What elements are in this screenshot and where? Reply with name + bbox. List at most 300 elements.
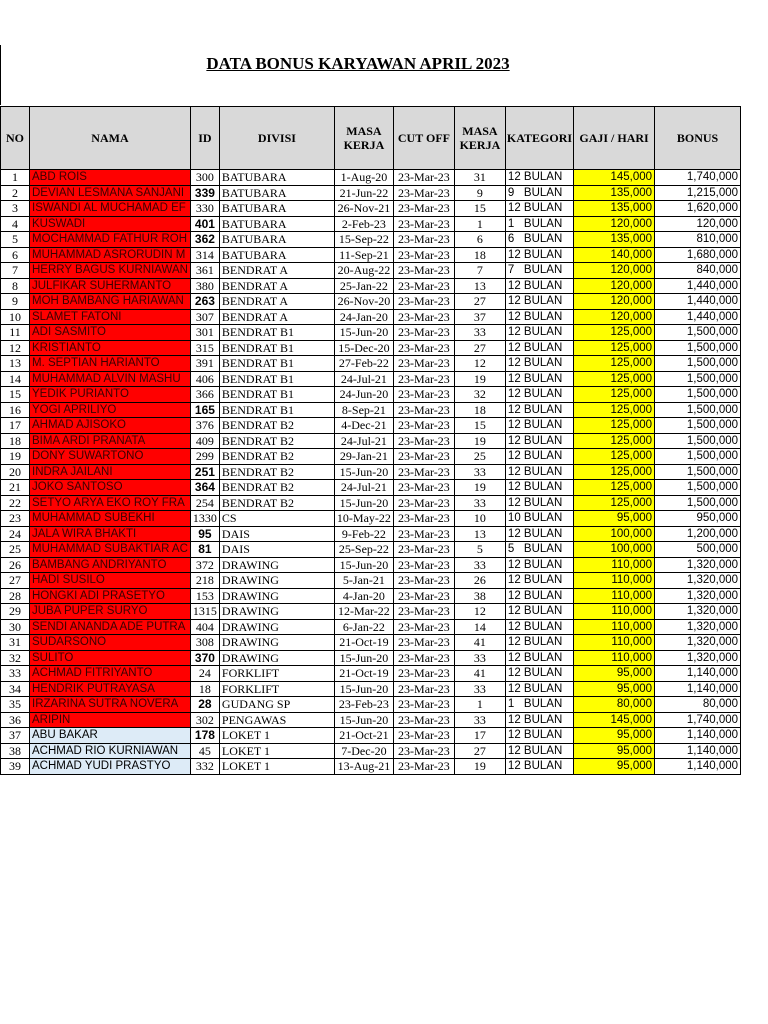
header-divisi[interactable]: DIVISI (219, 107, 334, 170)
cell-nama[interactable]: MUHAMMAD SUBEKHI (30, 511, 191, 527)
cell-gaji-hari[interactable]: 120,000 (574, 278, 655, 294)
header-no[interactable]: NO (1, 107, 30, 170)
cell-divisi[interactable]: BENDRAT A (219, 263, 334, 279)
cell-masa-kerja[interactable]: 4-Dec-21 (334, 418, 393, 434)
cell-kategori[interactable] (505, 232, 573, 248)
cell-masa-kerja-months[interactable]: 13 (454, 278, 505, 294)
cell-masa-kerja-months[interactable]: 14 (454, 619, 505, 635)
cell-bonus[interactable]: 1,500,000 (655, 418, 741, 434)
cell-bonus[interactable]: 1,320,000 (655, 635, 741, 651)
cell-masa-kerja-months[interactable]: 41 (454, 666, 505, 682)
cell-gaji-hari[interactable]: 125,000 (574, 433, 655, 449)
cell-kategori[interactable] (505, 495, 573, 511)
cell-divisi[interactable]: BENDRAT B2 (219, 418, 334, 434)
cell-masa-kerja-months[interactable]: 12 (454, 356, 505, 372)
cell-cut-off[interactable]: 23-Mar-23 (393, 247, 454, 263)
cell-gaji-hari[interactable]: 135,000 (574, 232, 655, 248)
cell-gaji-hari[interactable]: 95,000 (574, 511, 655, 527)
cell-bonus[interactable]: 1,500,000 (655, 402, 741, 418)
cell-kategori[interactable] (505, 449, 573, 465)
cell-gaji-hari[interactable]: 145,000 (574, 712, 655, 728)
cell-id[interactable]: 362 (190, 232, 219, 248)
cell-no[interactable]: 34 (1, 681, 30, 697)
cell-cut-off[interactable]: 23-Mar-23 (393, 216, 454, 232)
cell-kategori[interactable] (505, 278, 573, 294)
cell-masa-kerja[interactable]: 26-Nov-21 (334, 201, 393, 217)
cell-no[interactable]: 12 (1, 340, 30, 356)
cell-bonus[interactable]: 1,500,000 (655, 387, 741, 403)
cell-gaji-hari[interactable]: 125,000 (574, 402, 655, 418)
cell-masa-kerja-months[interactable]: 27 (454, 340, 505, 356)
cell-masa-kerja-months[interactable]: 6 (454, 232, 505, 248)
cell-no[interactable]: 27 (1, 573, 30, 589)
cell-kategori[interactable] (505, 418, 573, 434)
cell-kategori[interactable] (505, 511, 573, 527)
cell-divisi[interactable]: BENDRAT B1 (219, 356, 334, 372)
cell-masa-kerja[interactable]: 15-Jun-20 (334, 681, 393, 697)
cell-masa-kerja-months[interactable]: 19 (454, 480, 505, 496)
cell-masa-kerja[interactable]: 15-Jun-20 (334, 650, 393, 666)
cell-divisi[interactable]: BATUBARA (219, 216, 334, 232)
cell-cut-off[interactable]: 23-Mar-23 (393, 402, 454, 418)
cell-masa-kerja[interactable]: 21-Oct-21 (334, 728, 393, 744)
cell-masa-kerja[interactable]: 24-Jul-21 (334, 371, 393, 387)
cell-id[interactable]: 314 (190, 247, 219, 263)
cell-bonus[interactable]: 1,500,000 (655, 325, 741, 341)
cell-id[interactable]: 401 (190, 216, 219, 232)
cell-nama[interactable]: MUHAMMAD ASRORUDIN M (30, 247, 191, 263)
cell-nama[interactable]: ADI SASMITO (30, 325, 191, 341)
cell-id[interactable]: 153 (190, 588, 219, 604)
cell-cut-off[interactable]: 23-Mar-23 (393, 387, 454, 403)
cell-nama[interactable]: ACHMAD FITRIYANTO (30, 666, 191, 682)
cell-gaji-hari[interactable]: 100,000 (574, 526, 655, 542)
cell-masa-kerja[interactable]: 24-Jun-20 (334, 387, 393, 403)
cell-gaji-hari[interactable]: 145,000 (574, 170, 655, 186)
cell-nama[interactable]: BIMA ARDI PRANATA (30, 433, 191, 449)
cell-masa-kerja[interactable]: 15-Jun-20 (334, 325, 393, 341)
cell-id[interactable]: 165 (190, 402, 219, 418)
cell-gaji-hari[interactable]: 95,000 (574, 666, 655, 682)
cell-id[interactable]: 301 (190, 325, 219, 341)
cell-masa-kerja[interactable]: 21-Oct-19 (334, 635, 393, 651)
cell-kategori[interactable] (505, 170, 573, 186)
cell-nama[interactable]: ARIPIN (30, 712, 191, 728)
cell-gaji-hari[interactable]: 95,000 (574, 728, 655, 744)
cell-bonus[interactable]: 1,620,000 (655, 201, 741, 217)
cell-no[interactable]: 3 (1, 201, 30, 217)
cell-nama[interactable]: SUDARSONO (30, 635, 191, 651)
cell-kategori[interactable] (505, 588, 573, 604)
cell-id[interactable]: 299 (190, 449, 219, 465)
cell-cut-off[interactable]: 23-Mar-23 (393, 433, 454, 449)
cell-id[interactable]: 339 (190, 185, 219, 201)
cell-cut-off[interactable]: 23-Mar-23 (393, 743, 454, 759)
cell-bonus[interactable]: 1,500,000 (655, 495, 741, 511)
cell-cut-off[interactable]: 23-Mar-23 (393, 759, 454, 775)
cell-masa-kerja[interactable]: 20-Aug-22 (334, 263, 393, 279)
cell-id[interactable]: 372 (190, 557, 219, 573)
cell-bonus[interactable]: 1,500,000 (655, 340, 741, 356)
cell-bonus[interactable]: 1,440,000 (655, 294, 741, 310)
cell-masa-kerja-months[interactable]: 33 (454, 464, 505, 480)
cell-divisi[interactable]: DRAWING (219, 588, 334, 604)
cell-gaji-hari[interactable]: 125,000 (574, 449, 655, 465)
cell-bonus[interactable]: 950,000 (655, 511, 741, 527)
cell-kategori[interactable] (505, 294, 573, 310)
cell-nama[interactable]: YEDIK PURIANTO (30, 387, 191, 403)
cell-divisi[interactable]: BENDRAT B1 (219, 402, 334, 418)
cell-masa-kerja[interactable]: 25-Jan-22 (334, 278, 393, 294)
cell-kategori[interactable] (505, 464, 573, 480)
cell-kategori[interactable] (505, 759, 573, 775)
cell-masa-kerja[interactable]: 10-May-22 (334, 511, 393, 527)
cell-divisi[interactable]: BENDRAT B1 (219, 371, 334, 387)
cell-kategori[interactable] (505, 635, 573, 651)
cell-nama[interactable]: MOCHAMMAD FATHUR ROH (30, 232, 191, 248)
cell-gaji-hari[interactable]: 95,000 (574, 681, 655, 697)
cell-id[interactable]: 1315 (190, 604, 219, 620)
cell-masa-kerja[interactable]: 26-Nov-20 (334, 294, 393, 310)
cell-masa-kerja[interactable]: 15-Dec-20 (334, 340, 393, 356)
cell-nama[interactable]: SLAMET FATONI (30, 309, 191, 325)
cell-cut-off[interactable]: 23-Mar-23 (393, 573, 454, 589)
cell-divisi[interactable]: BENDRAT B1 (219, 387, 334, 403)
cell-divisi[interactable]: BENDRAT B1 (219, 340, 334, 356)
cell-kategori[interactable] (505, 340, 573, 356)
cell-masa-kerja-months[interactable]: 18 (454, 402, 505, 418)
cell-masa-kerja-months[interactable]: 33 (454, 325, 505, 341)
cell-nama[interactable]: YOGI APRILIYO (30, 402, 191, 418)
header-nama[interactable]: NAMA (30, 107, 191, 170)
cell-no[interactable]: 20 (1, 464, 30, 480)
cell-bonus[interactable]: 840,000 (655, 263, 741, 279)
cell-gaji-hari[interactable]: 125,000 (574, 340, 655, 356)
cell-bonus[interactable]: 1,320,000 (655, 557, 741, 573)
cell-masa-kerja-months[interactable]: 15 (454, 201, 505, 217)
cell-divisi[interactable]: GUDANG SP (219, 697, 334, 713)
cell-divisi[interactable]: BENDRAT A (219, 278, 334, 294)
cell-cut-off[interactable]: 23-Mar-23 (393, 371, 454, 387)
cell-nama[interactable]: SETYO ARYA EKO ROY FRA (30, 495, 191, 511)
cell-no[interactable]: 8 (1, 278, 30, 294)
cell-divisi[interactable]: BENDRAT B1 (219, 325, 334, 341)
cell-id[interactable]: 28 (190, 697, 219, 713)
header-id[interactable]: ID (190, 107, 219, 170)
cell-cut-off[interactable]: 23-Mar-23 (393, 650, 454, 666)
cell-nama[interactable]: HERRY BAGUS KURNIAWAN (30, 263, 191, 279)
cell-divisi[interactable]: BATUBARA (219, 201, 334, 217)
cell-gaji-hari[interactable]: 95,000 (574, 759, 655, 775)
cell-cut-off[interactable]: 23-Mar-23 (393, 325, 454, 341)
cell-divisi[interactable]: BENDRAT B2 (219, 480, 334, 496)
cell-bonus[interactable]: 1,320,000 (655, 588, 741, 604)
cell-gaji-hari[interactable]: 125,000 (574, 480, 655, 496)
cell-nama[interactable]: ACHMAD RIO KURNIAWAN (30, 743, 191, 759)
cell-gaji-hari[interactable]: 140,000 (574, 247, 655, 263)
cell-cut-off[interactable]: 23-Mar-23 (393, 232, 454, 248)
cell-no[interactable]: 22 (1, 495, 30, 511)
cell-no[interactable]: 39 (1, 759, 30, 775)
cell-no[interactable]: 37 (1, 728, 30, 744)
cell-cut-off[interactable]: 23-Mar-23 (393, 526, 454, 542)
cell-masa-kerja-months[interactable]: 9 (454, 185, 505, 201)
cell-no[interactable]: 11 (1, 325, 30, 341)
cell-bonus[interactable]: 1,140,000 (655, 743, 741, 759)
cell-no[interactable]: 23 (1, 511, 30, 527)
cell-id[interactable]: 302 (190, 712, 219, 728)
cell-id[interactable]: 308 (190, 635, 219, 651)
cell-bonus[interactable]: 1,740,000 (655, 712, 741, 728)
cell-masa-kerja-months[interactable]: 31 (454, 170, 505, 186)
cell-nama[interactable]: AHMAD AJISOKO (30, 418, 191, 434)
cell-kategori[interactable] (505, 650, 573, 666)
cell-bonus[interactable]: 1,500,000 (655, 371, 741, 387)
cell-cut-off[interactable]: 23-Mar-23 (393, 557, 454, 573)
cell-bonus[interactable]: 1,320,000 (655, 650, 741, 666)
cell-nama[interactable]: ABU BAKAR (30, 728, 191, 744)
cell-nama[interactable]: ABD ROIS (30, 170, 191, 186)
cell-nama[interactable]: JOKO SANTOSO (30, 480, 191, 496)
cell-masa-kerja-months[interactable]: 26 (454, 573, 505, 589)
cell-no[interactable]: 5 (1, 232, 30, 248)
cell-no[interactable]: 32 (1, 650, 30, 666)
cell-masa-kerja-months[interactable]: 1 (454, 216, 505, 232)
header-cut-off[interactable]: CUT OFF (393, 107, 454, 170)
cell-cut-off[interactable]: 23-Mar-23 (393, 681, 454, 697)
cell-divisi[interactable]: DAIS (219, 542, 334, 558)
cell-gaji-hari[interactable]: 80,000 (574, 697, 655, 713)
cell-id[interactable]: 263 (190, 294, 219, 310)
cell-kategori[interactable] (505, 201, 573, 217)
cell-divisi[interactable]: DRAWING (219, 604, 334, 620)
cell-cut-off[interactable]: 23-Mar-23 (393, 170, 454, 186)
cell-masa-kerja[interactable]: 8-Sep-21 (334, 402, 393, 418)
cell-divisi[interactable]: BATUBARA (219, 170, 334, 186)
cell-no[interactable]: 30 (1, 619, 30, 635)
cell-cut-off[interactable]: 23-Mar-23 (393, 309, 454, 325)
cell-masa-kerja-months[interactable]: 33 (454, 557, 505, 573)
cell-divisi[interactable]: LOKET 1 (219, 759, 334, 775)
cell-masa-kerja-months[interactable]: 12 (454, 604, 505, 620)
cell-masa-kerja-months[interactable]: 41 (454, 635, 505, 651)
cell-gaji-hari[interactable]: 135,000 (574, 185, 655, 201)
cell-no[interactable]: 29 (1, 604, 30, 620)
cell-divisi[interactable]: FORKLIFT (219, 666, 334, 682)
cell-cut-off[interactable]: 23-Mar-23 (393, 294, 454, 310)
cell-masa-kerja[interactable]: 5-Jan-21 (334, 573, 393, 589)
cell-nama[interactable]: ISWANDI AL MUCHAMAD EF (30, 201, 191, 217)
cell-no[interactable]: 1 (1, 170, 30, 186)
cell-masa-kerja[interactable]: 2-Feb-23 (334, 216, 393, 232)
cell-masa-kerja-months[interactable]: 13 (454, 526, 505, 542)
cell-cut-off[interactable]: 23-Mar-23 (393, 185, 454, 201)
cell-bonus[interactable]: 1,200,000 (655, 526, 741, 542)
cell-bonus[interactable]: 1,140,000 (655, 666, 741, 682)
cell-cut-off[interactable]: 23-Mar-23 (393, 464, 454, 480)
cell-masa-kerja-months[interactable]: 10 (454, 511, 505, 527)
cell-cut-off[interactable]: 23-Mar-23 (393, 449, 454, 465)
cell-masa-kerja-months[interactable]: 1 (454, 697, 505, 713)
cell-no[interactable]: 7 (1, 263, 30, 279)
cell-kategori[interactable] (505, 743, 573, 759)
cell-kategori[interactable] (505, 247, 573, 263)
cell-gaji-hari[interactable]: 110,000 (574, 557, 655, 573)
cell-id[interactable]: 24 (190, 666, 219, 682)
cell-bonus[interactable]: 1,740,000 (655, 170, 741, 186)
cell-nama[interactable]: BAMBANG ANDRIYANTO (30, 557, 191, 573)
cell-masa-kerja-months[interactable]: 19 (454, 433, 505, 449)
cell-gaji-hari[interactable]: 135,000 (574, 201, 655, 217)
cell-kategori[interactable] (505, 263, 573, 279)
cell-kategori[interactable] (505, 728, 573, 744)
cell-gaji-hari[interactable]: 125,000 (574, 356, 655, 372)
cell-masa-kerja[interactable]: 12-Mar-22 (334, 604, 393, 620)
cell-nama[interactable]: JALA WIRA BHAKTI (30, 526, 191, 542)
cell-masa-kerja[interactable]: 6-Jan-22 (334, 619, 393, 635)
cell-divisi[interactable]: DRAWING (219, 557, 334, 573)
cell-nama[interactable]: KRISTIANTO (30, 340, 191, 356)
cell-masa-kerja[interactable]: 4-Jan-20 (334, 588, 393, 604)
cell-masa-kerja-months[interactable]: 32 (454, 387, 505, 403)
cell-no[interactable]: 19 (1, 449, 30, 465)
cell-nama[interactable]: HONGKI ADI PRASETYO (30, 588, 191, 604)
cell-cut-off[interactable]: 23-Mar-23 (393, 418, 454, 434)
cell-kategori[interactable] (505, 712, 573, 728)
cell-masa-kerja[interactable]: 15-Sep-22 (334, 232, 393, 248)
header-masa-kerja-months[interactable]: MASA KERJA (454, 107, 505, 170)
cell-cut-off[interactable]: 23-Mar-23 (393, 604, 454, 620)
cell-divisi[interactable]: DRAWING (219, 573, 334, 589)
cell-bonus[interactable]: 1,215,000 (655, 185, 741, 201)
cell-nama[interactable]: SULITO (30, 650, 191, 666)
cell-gaji-hari[interactable]: 125,000 (574, 418, 655, 434)
cell-bonus[interactable]: 500,000 (655, 542, 741, 558)
cell-gaji-hari[interactable]: 110,000 (574, 573, 655, 589)
cell-masa-kerja[interactable]: 11-Sep-21 (334, 247, 393, 263)
cell-no[interactable]: 4 (1, 216, 30, 232)
cell-nama[interactable]: HENDRIK PUTRAYASA (30, 681, 191, 697)
cell-no[interactable]: 9 (1, 294, 30, 310)
cell-nama[interactable]: ACHMAD YUDI PRASTYO (30, 759, 191, 775)
cell-cut-off[interactable]: 23-Mar-23 (393, 495, 454, 511)
cell-bonus[interactable]: 1,500,000 (655, 356, 741, 372)
cell-bonus[interactable]: 810,000 (655, 232, 741, 248)
cell-masa-kerja[interactable]: 21-Jun-22 (334, 185, 393, 201)
cell-no[interactable]: 18 (1, 433, 30, 449)
cell-masa-kerja-months[interactable]: 33 (454, 495, 505, 511)
cell-masa-kerja-months[interactable]: 33 (454, 712, 505, 728)
cell-nama[interactable]: DEVIAN LESMANA SANJANI (30, 185, 191, 201)
cell-masa-kerja[interactable]: 29-Jan-21 (334, 449, 393, 465)
cell-cut-off[interactable]: 23-Mar-23 (393, 356, 454, 372)
cell-kategori[interactable] (505, 526, 573, 542)
cell-masa-kerja-months[interactable]: 19 (454, 371, 505, 387)
cell-id[interactable]: 300 (190, 170, 219, 186)
cell-nama[interactable]: IRZARINA SUTRA NOVERA (30, 697, 191, 713)
cell-kategori[interactable] (505, 325, 573, 341)
cell-cut-off[interactable]: 23-Mar-23 (393, 588, 454, 604)
cell-divisi[interactable]: BENDRAT B2 (219, 433, 334, 449)
cell-id[interactable]: 315 (190, 340, 219, 356)
cell-gaji-hari[interactable]: 125,000 (574, 371, 655, 387)
cell-id[interactable]: 364 (190, 480, 219, 496)
cell-no[interactable]: 10 (1, 309, 30, 325)
cell-nama[interactable]: MUHAMMAD ALVIN MASHU (30, 371, 191, 387)
cell-divisi[interactable]: FORKLIFT (219, 681, 334, 697)
cell-kategori[interactable] (505, 573, 573, 589)
cell-masa-kerja[interactable]: 15-Jun-20 (334, 464, 393, 480)
cell-cut-off[interactable]: 23-Mar-23 (393, 635, 454, 651)
cell-kategori[interactable] (505, 216, 573, 232)
cell-gaji-hari[interactable]: 100,000 (574, 542, 655, 558)
cell-id[interactable]: 404 (190, 619, 219, 635)
cell-gaji-hari[interactable]: 125,000 (574, 464, 655, 480)
cell-kategori[interactable] (505, 604, 573, 620)
cell-kategori[interactable] (505, 371, 573, 387)
cell-gaji-hari[interactable]: 95,000 (574, 743, 655, 759)
cell-masa-kerja[interactable]: 23-Feb-23 (334, 697, 393, 713)
cell-bonus[interactable]: 1,320,000 (655, 604, 741, 620)
cell-kategori[interactable] (505, 557, 573, 573)
cell-no[interactable]: 24 (1, 526, 30, 542)
header-gaji-hari[interactable]: GAJI / HARI (574, 107, 655, 170)
cell-nama[interactable]: SENDI ANANDA ADE PUTRA (30, 619, 191, 635)
cell-masa-kerja-months[interactable]: 7 (454, 263, 505, 279)
cell-divisi[interactable]: DAIS (219, 526, 334, 542)
cell-id[interactable]: 380 (190, 278, 219, 294)
cell-gaji-hari[interactable]: 110,000 (574, 604, 655, 620)
cell-cut-off[interactable]: 23-Mar-23 (393, 697, 454, 713)
cell-id[interactable]: 18 (190, 681, 219, 697)
cell-no[interactable]: 28 (1, 588, 30, 604)
cell-gaji-hari[interactable]: 110,000 (574, 588, 655, 604)
cell-bonus[interactable]: 1,500,000 (655, 449, 741, 465)
cell-no[interactable]: 16 (1, 402, 30, 418)
cell-no[interactable]: 38 (1, 743, 30, 759)
header-kategori[interactable]: KATEGORI (505, 107, 573, 170)
cell-id[interactable]: 254 (190, 495, 219, 511)
cell-no[interactable]: 6 (1, 247, 30, 263)
cell-nama[interactable]: JUBA PUPER SURYO (30, 604, 191, 620)
cell-id[interactable]: 45 (190, 743, 219, 759)
cell-cut-off[interactable]: 23-Mar-23 (393, 340, 454, 356)
cell-kategori[interactable] (505, 666, 573, 682)
cell-nama[interactable]: MOH BAMBANG HARIAWAN (30, 294, 191, 310)
cell-masa-kerja[interactable]: 25-Sep-22 (334, 542, 393, 558)
cell-masa-kerja-months[interactable]: 17 (454, 728, 505, 744)
cell-kategori[interactable] (505, 433, 573, 449)
cell-bonus[interactable]: 1,440,000 (655, 278, 741, 294)
cell-masa-kerja[interactable]: 7-Dec-20 (334, 743, 393, 759)
cell-kategori[interactable] (505, 185, 573, 201)
cell-divisi[interactable]: LOKET 1 (219, 728, 334, 744)
cell-id[interactable]: 332 (190, 759, 219, 775)
cell-kategori[interactable] (505, 480, 573, 496)
cell-nama[interactable]: INDRA JAILANI (30, 464, 191, 480)
cell-no[interactable]: 14 (1, 371, 30, 387)
header-bonus[interactable]: BONUS (655, 107, 741, 170)
cell-masa-kerja-months[interactable]: 27 (454, 743, 505, 759)
cell-divisi[interactable]: BENDRAT A (219, 309, 334, 325)
cell-divisi[interactable]: BENDRAT B2 (219, 464, 334, 480)
cell-masa-kerja-months[interactable]: 25 (454, 449, 505, 465)
cell-masa-kerja-months[interactable]: 18 (454, 247, 505, 263)
cell-cut-off[interactable]: 23-Mar-23 (393, 480, 454, 496)
cell-gaji-hari[interactable]: 125,000 (574, 495, 655, 511)
cell-nama[interactable]: JULFIKAR SUHERMANTO (30, 278, 191, 294)
cell-bonus[interactable]: 1,320,000 (655, 573, 741, 589)
